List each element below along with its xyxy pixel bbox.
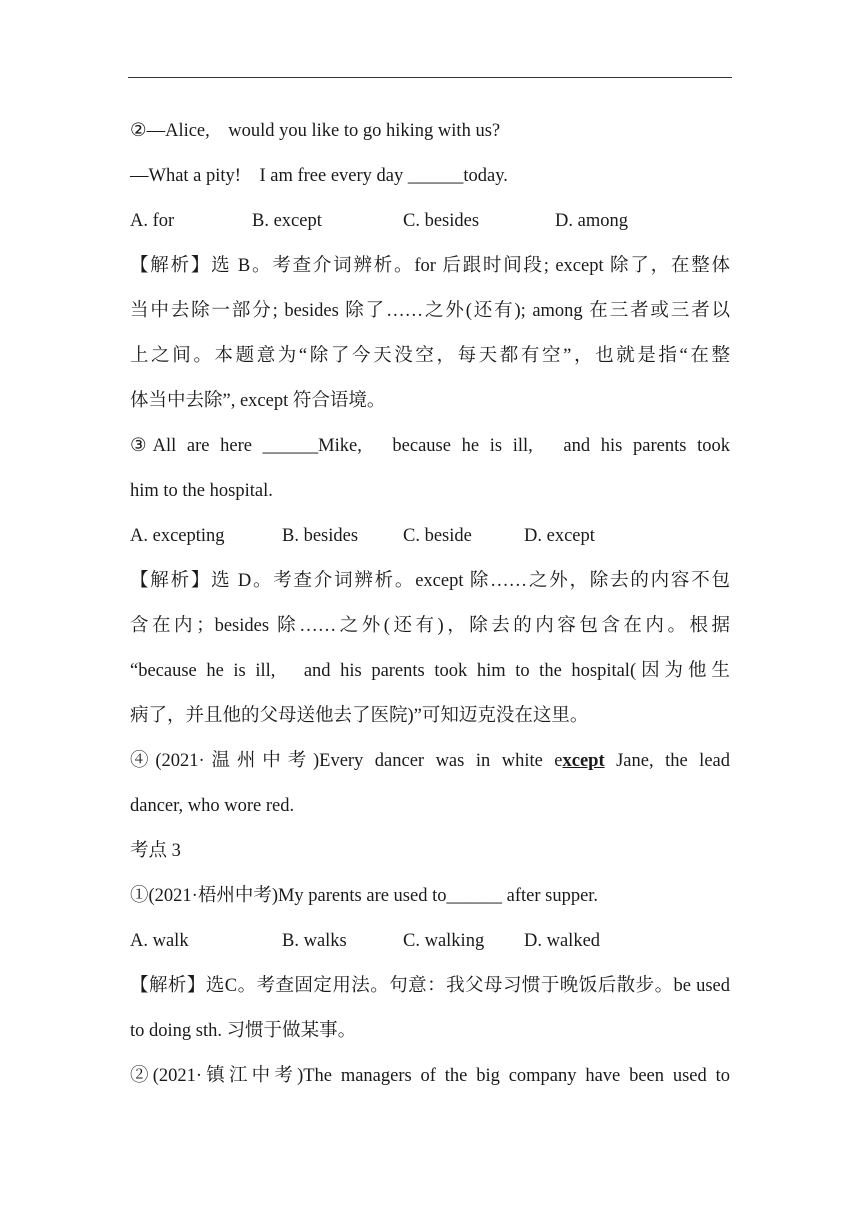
option-d: D. among — [555, 211, 628, 231]
question-4-suffix: Jane, the lead — [604, 751, 730, 771]
kaodian3-analysis-line-2: to doing sth. 习惯于做某事。 — [130, 1021, 357, 1041]
question-2-reply: —What a pity! I am free every day ______today. — [130, 166, 508, 186]
section-heading: 考点 3 — [130, 841, 181, 861]
analysis-3-line-1: 【解析】选 D。考查介词辨析。except 除……之外，除去的内容不包 — [130, 571, 730, 591]
question-4-answer: xcept — [562, 751, 605, 771]
analysis-2-line-4: 体当中去除”, except 符合语境。 — [130, 391, 386, 411]
kaodian3-question-1-options — [130, 919, 730, 964]
option-c: C. walking — [403, 931, 485, 951]
question-4-stem — [130, 739, 730, 784]
kaodian3-analysis-line-1: 【解析】选C。考查固定用法。句意：我父母习惯于晚饭后散步。be used — [130, 976, 730, 996]
option-c: C. beside — [403, 526, 472, 546]
option-b: B. except — [252, 211, 322, 231]
kaodian3-question-2-stem: ②(2021·镇江中考)The managers of the big company have been used to — [130, 1066, 730, 1086]
question-4-stem-cont: dancer, who wore red. — [130, 796, 295, 816]
option-a: A. for — [130, 211, 175, 231]
analysis-2-line-3: 上之间。本题意为“除了今天没空，每天都有空”，也就是指“在整 — [130, 346, 730, 366]
option-b: B. walks — [282, 931, 347, 951]
analysis-3-line-3: “because he is ill, and his parents took him to the hospital(因为他生 — [130, 661, 730, 681]
option-a: A. excepting — [130, 526, 225, 546]
kaodian3-question-1-stem: ①(2021·梧州中考)My parents are used to______ after supper. — [130, 886, 599, 906]
analysis-3-line-2: 含在内；besides 除……之外(还有)，除去的内容包含在内。根据 — [130, 616, 730, 636]
document-body — [130, 109, 730, 1099]
analysis-3-line-4: 病了，并且他的父母送他去了医院)”可知迈克没在这里。 — [130, 706, 589, 726]
question-3-options — [130, 514, 730, 559]
question-4-prefix: ④(2021·温州中考)Every dancer was in white e — [130, 751, 563, 771]
analysis-2-line-1: 【解析】选 B。考查介词辨析。for 后跟时间段; except 除了，在整体 — [130, 256, 730, 276]
question-3-stem: ③All are here ______Mike, because he is ill, and his parents took — [130, 436, 730, 456]
option-c: C. besides — [403, 211, 480, 231]
option-a: A. walk — [130, 931, 189, 951]
question-2-stem: ②—Alice, would you like to go hiking with us? — [130, 121, 501, 141]
option-d: D. walked — [524, 931, 601, 951]
question-3-stem-cont: him to the hospital. — [130, 481, 273, 501]
analysis-2-line-2: 当中去除一部分; besides 除了……之外(还有); among 在三者或三者以 — [130, 301, 730, 321]
option-b: B. besides — [282, 526, 359, 546]
question-2-options — [130, 199, 730, 244]
option-d: D. except — [524, 526, 595, 546]
header-rule — [128, 77, 732, 78]
